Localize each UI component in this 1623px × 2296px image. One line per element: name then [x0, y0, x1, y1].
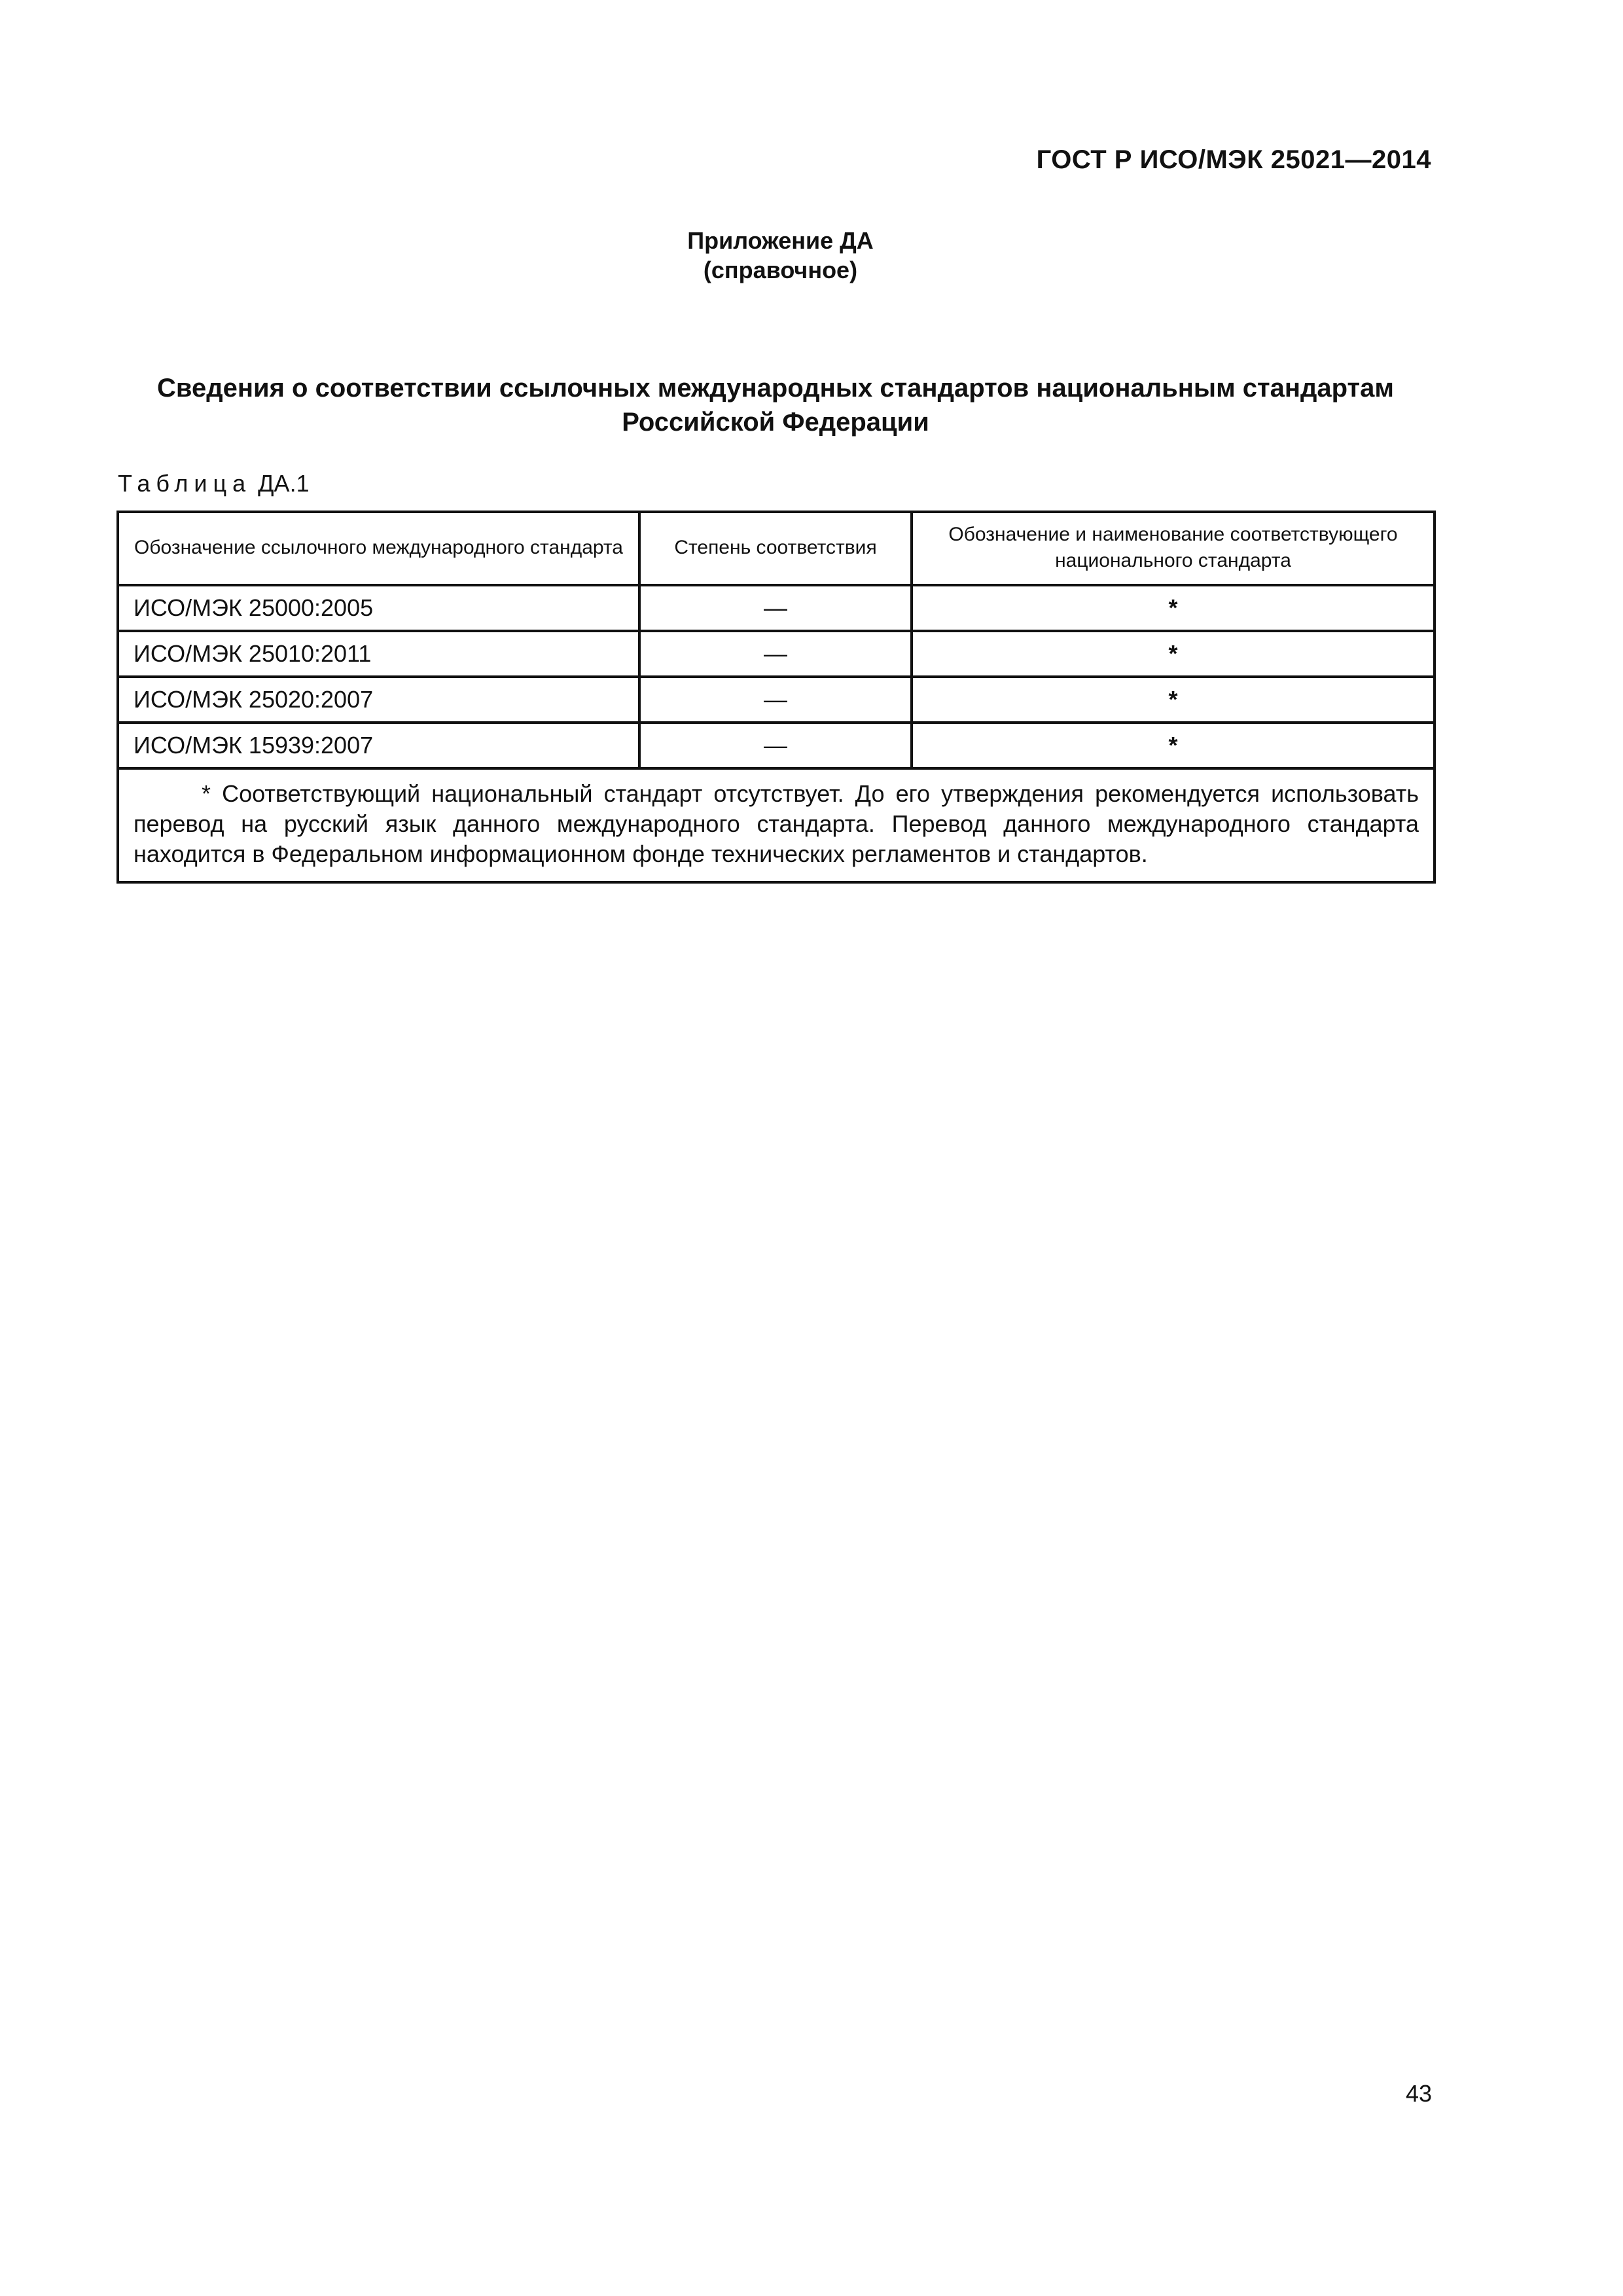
- header-national-standard: Обозначение и наименование соответствующего национального стандарта: [912, 512, 1435, 585]
- cell-national-standard: *: [912, 677, 1435, 723]
- cell-national-standard: *: [912, 631, 1435, 677]
- document-code: ГОСТ Р ИСО/МЭК 25021—2014: [1036, 145, 1431, 174]
- table-row: [118, 585, 1435, 631]
- correspondence-table: [116, 511, 1436, 884]
- footnote-text: * Соответствующий национальный стандарт отсутствует. До его утверждения рекомендуется использовать перевод на русский язык данного международного стандарта. Перевод данного международного стандарта находится в Федеральном информационном фонде технических регламентов и стандартов.: [134, 780, 1419, 867]
- header-intl-standard: Обозначение ссылочного международного стандарта: [118, 512, 639, 585]
- cell-degree: —: [639, 631, 912, 677]
- page-number: 43: [1405, 2080, 1432, 2107]
- table-row: [118, 631, 1435, 677]
- table-row: [118, 677, 1435, 723]
- appendix-subtitle: (справочное): [703, 257, 858, 283]
- cell-national-standard: *: [912, 585, 1435, 631]
- cell-degree: —: [639, 723, 912, 768]
- cell-intl-standard: ИСО/МЭК 25020:2007: [118, 677, 639, 723]
- header-degree: Степень соответствия: [639, 512, 912, 585]
- cell-national-standard: *: [912, 723, 1435, 768]
- table-footnote-row: [118, 768, 1435, 882]
- cell-intl-standard: ИСО/МЭК 25010:2011: [118, 631, 639, 677]
- appendix-title: Приложение ДА: [687, 227, 874, 254]
- section-title: [118, 371, 1433, 439]
- appendix-heading: [0, 226, 1561, 285]
- table-footnote: [118, 768, 1435, 882]
- table-row: [118, 723, 1435, 768]
- cell-intl-standard: ИСО/МЭК 15939:2007: [118, 723, 639, 768]
- cell-degree: —: [639, 677, 912, 723]
- table-caption-number: ДА.1: [258, 470, 310, 497]
- table-caption-word: Таблица: [118, 470, 252, 497]
- section-title-line-2: Российской Федерации: [622, 408, 929, 437]
- section-title-line-1: Сведения о соответствии ссылочных международных стандартов национальным стандартам: [157, 374, 1394, 403]
- table-header-row: [118, 512, 1435, 585]
- table-caption: [118, 470, 310, 497]
- cell-degree: —: [639, 585, 912, 631]
- cell-intl-standard: ИСО/МЭК 25000:2005: [118, 585, 639, 631]
